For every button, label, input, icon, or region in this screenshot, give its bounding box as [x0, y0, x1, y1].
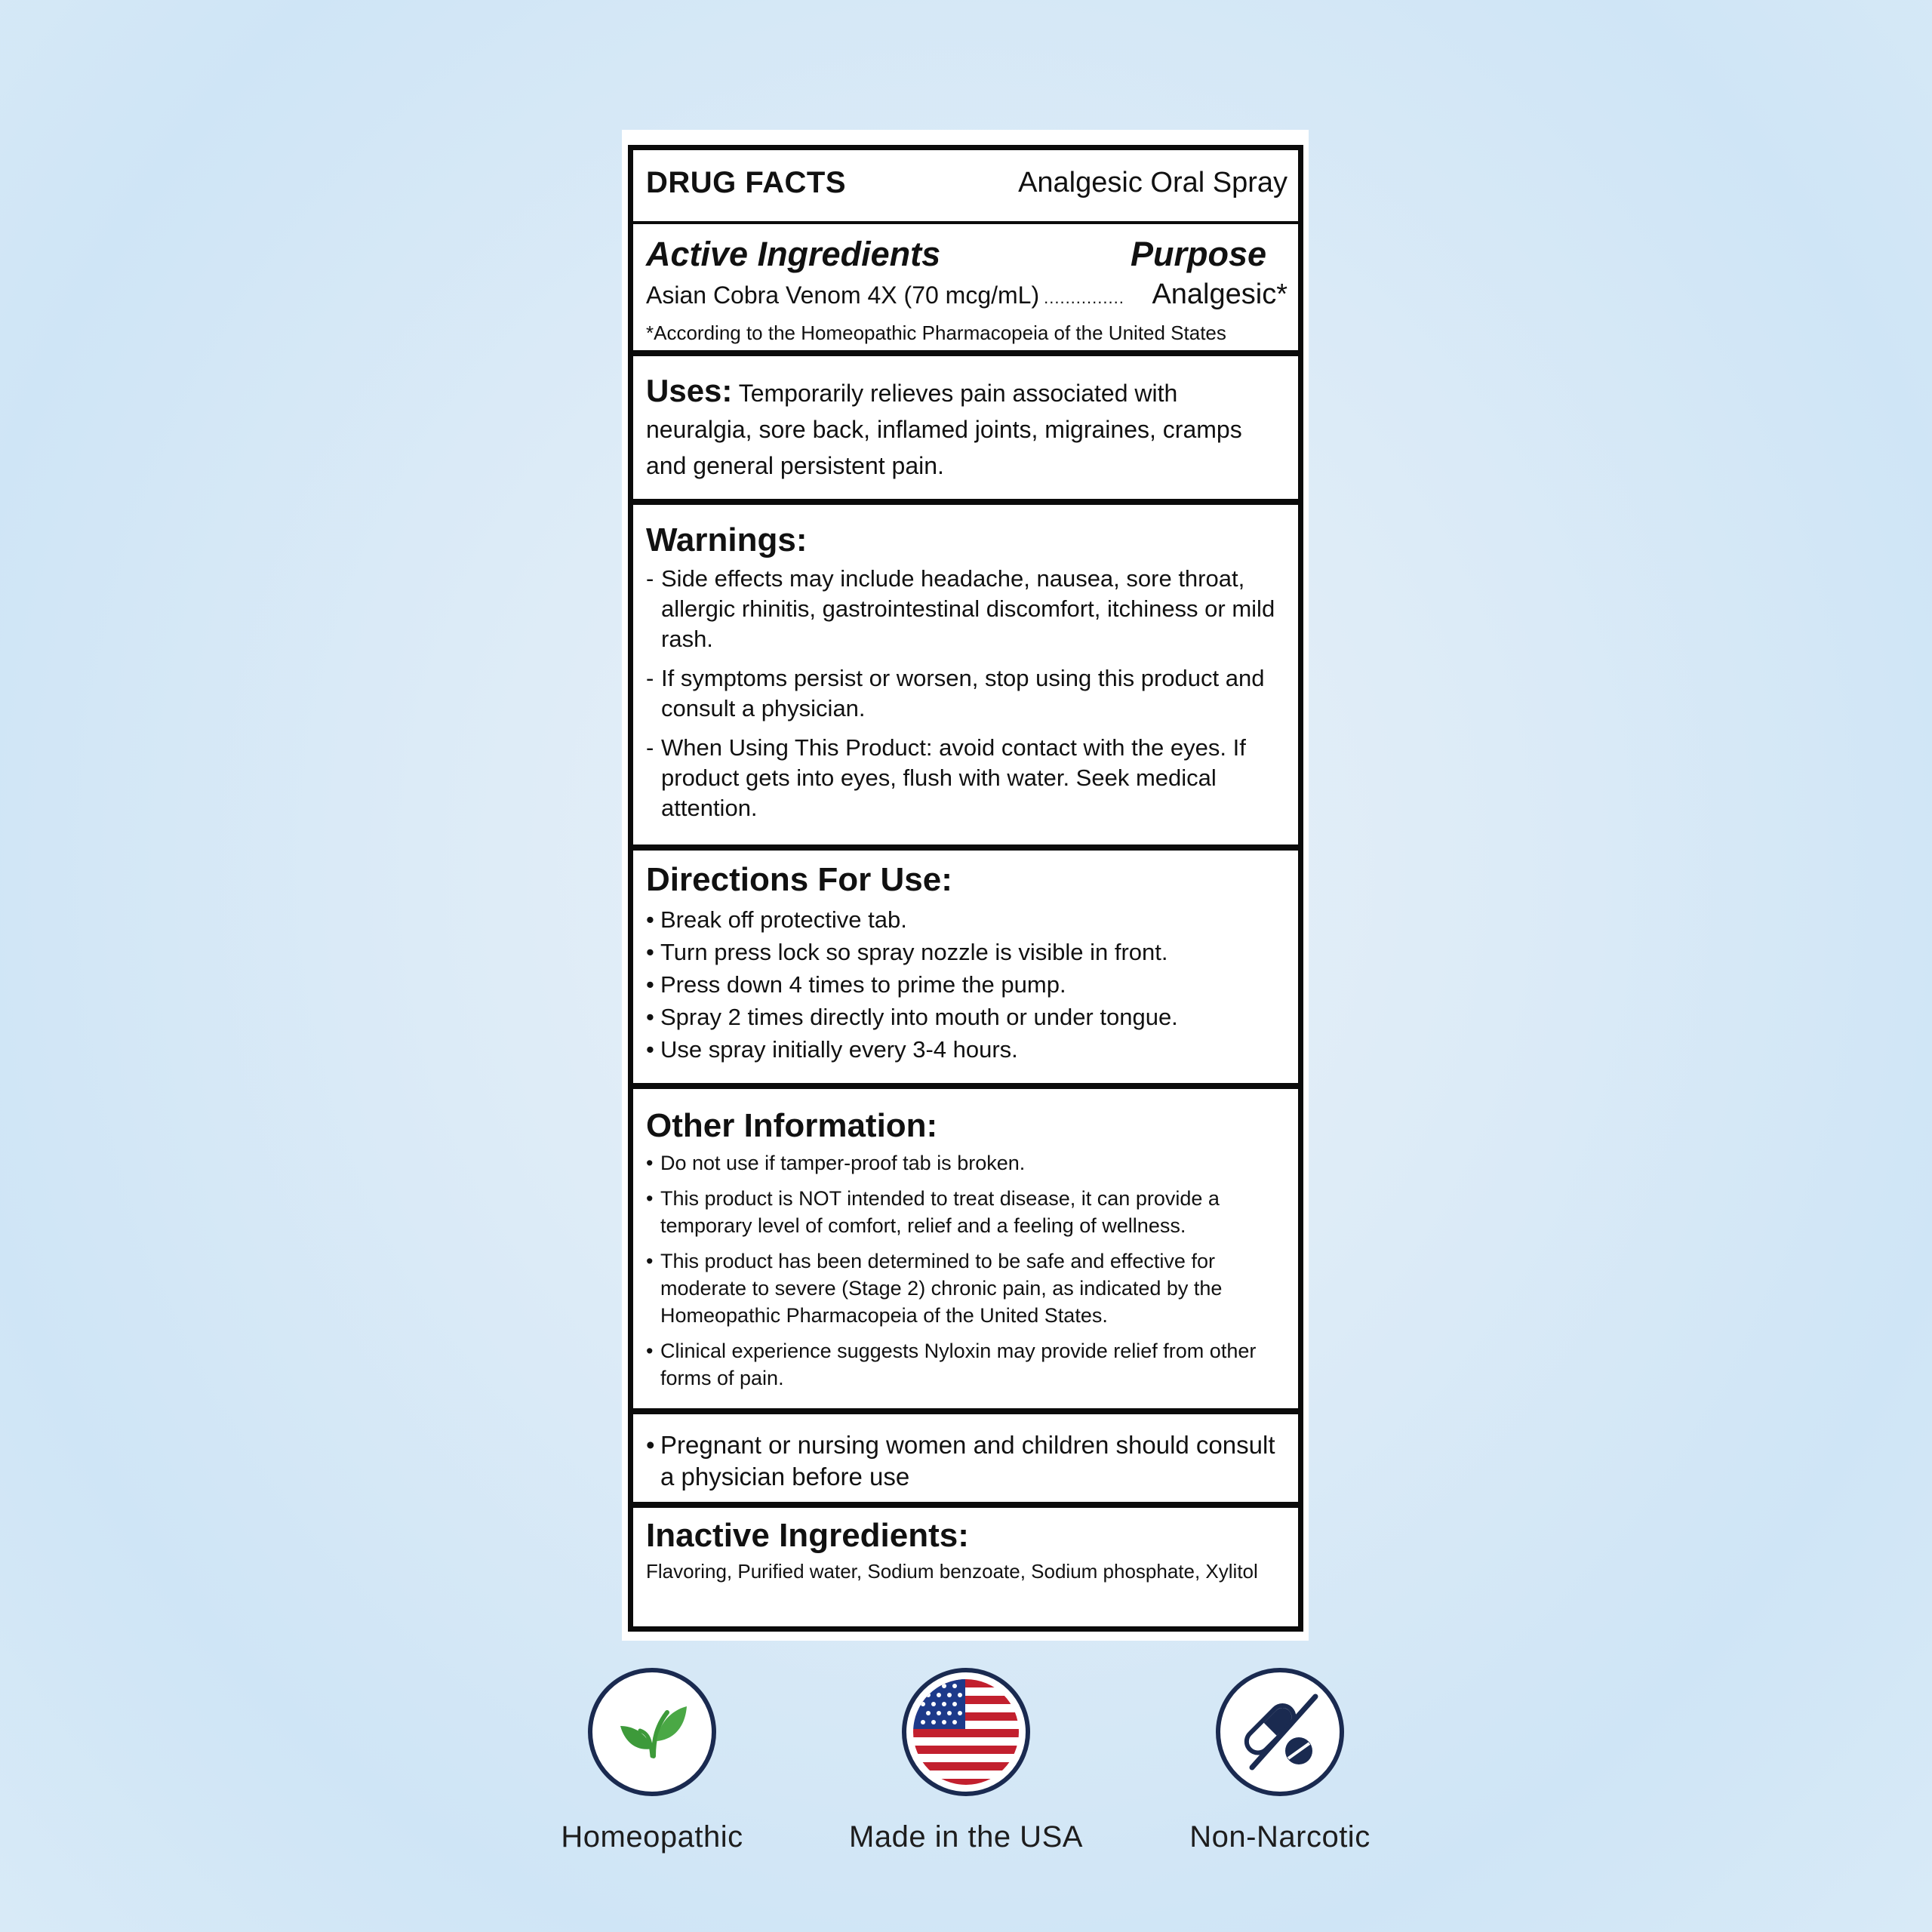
us-flag-icon: [902, 1668, 1030, 1796]
direction-item: • Turn press lock so spray nozzle is visible in front.: [646, 936, 1287, 968]
drug-facts-title: DRUG FACTS: [646, 165, 846, 199]
pregnancy-section: [633, 1408, 1298, 1502]
warning-item: - When Using This Product: avoid contact with the eyes. If product gets into eyes, flush with water. Seek medical attention.: [646, 733, 1287, 823]
other-information-section: [633, 1083, 1298, 1408]
badge-homeopathic: [531, 1668, 773, 1854]
warning-item: - If symptoms persist or worsen, stop using this product and consult a physician.: [646, 663, 1287, 724]
ingredient-purpose: Analgesic*: [1152, 278, 1287, 310]
feature-badges: [528, 1668, 1404, 1879]
badge-non-narcotic: [1159, 1668, 1401, 1854]
active-ingredients-title: Active Ingredients: [646, 235, 941, 273]
badge-label: Made in the USA: [849, 1820, 1083, 1854]
pharmacopeia-note: *According to the Homeopathic Pharmacopeia of the United States: [646, 321, 1226, 344]
active-ingredient: Asian Cobra Venom 4X (70 mcg/mL): [646, 281, 1040, 309]
other-info-item: • Do not use if tamper-proof tab is broken.: [646, 1149, 1287, 1177]
direction-item: • Use spray initially every 3-4 hours.: [646, 1033, 1287, 1066]
leaf-icon: [588, 1668, 716, 1796]
inactive-ingredients-title: Inactive Ingredients:: [646, 1517, 969, 1554]
no-pill-icon: [1216, 1668, 1344, 1796]
purpose-title: Purpose: [1130, 235, 1266, 273]
other-info-item: • This product has been determined to be safe and effective for moderate to severe (Stage 2) chronic pain, as indicated by the Homeopathic Pharmacopeia of the United States.: [646, 1247, 1287, 1329]
drug-facts-header: [633, 150, 1298, 221]
warnings-section: [633, 499, 1298, 844]
warnings-title: Warnings:: [646, 521, 808, 558]
drug-facts-subtitle: Analgesic Oral Spray: [1018, 166, 1287, 198]
other-info-item: • This product is NOT intended to treat disease, it can provide a temporary level of comfort, relief and a feeling of wellness.: [646, 1185, 1287, 1239]
other-info-item: • Clinical experience suggests Nyloxin may provide relief from other forms of pain.: [646, 1337, 1287, 1392]
direction-item: • Break off protective tab.: [646, 903, 1287, 936]
uses-text: Temporarily relieves pain associated with neuralgia, sore back, inflamed joints, migraines, cramps and general persistent pain.: [646, 380, 1242, 479]
direction-item: • Spray 2 times directly into mouth or under tongue.: [646, 1001, 1287, 1033]
uses-title: Uses:: [646, 373, 733, 408]
badge-label: Homeopathic: [561, 1820, 743, 1854]
other-information-title: Other Information:: [646, 1107, 938, 1144]
uses-section: [633, 350, 1298, 499]
drug-facts-label: [628, 145, 1303, 1632]
pregnancy-warning: • Pregnant or nursing women and children should consult a physician before use: [646, 1429, 1287, 1493]
active-ingredients-section: [633, 221, 1298, 350]
badge-label: Non-Narcotic: [1189, 1820, 1371, 1854]
badge-made-in-usa: [845, 1668, 1087, 1854]
inactive-ingredients-text: Flavoring, Purified water, Sodium benzoate, Sodium phosphate, Xylitol: [646, 1560, 1258, 1583]
warning-item: - Side effects may include headache, nausea, sore throat, allergic rhinitis, gastrointestinal discomfort, itchiness or mild rash.: [646, 564, 1287, 654]
leader-dots: ...............: [1044, 288, 1124, 307]
inactive-ingredients-section: [633, 1502, 1298, 1626]
directions-section: [633, 844, 1298, 1083]
direction-item: • Press down 4 times to prime the pump.: [646, 968, 1287, 1001]
directions-title: Directions For Use:: [646, 861, 952, 898]
